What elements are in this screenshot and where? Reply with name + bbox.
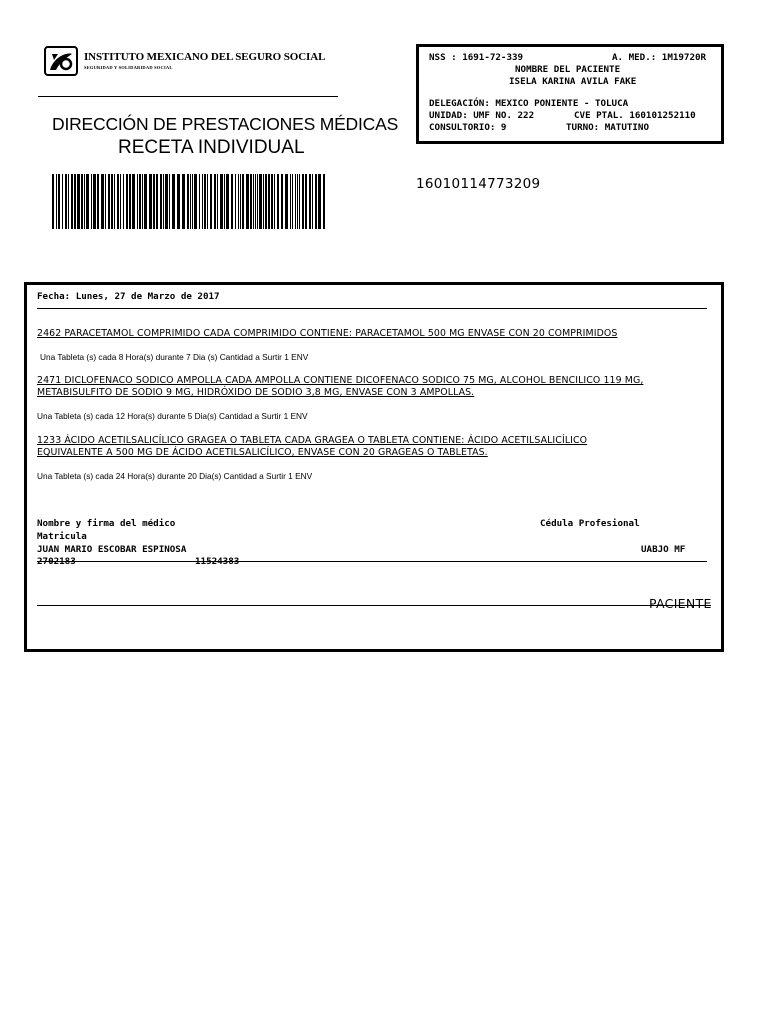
barcode-bar (192, 174, 193, 229)
barcode (52, 174, 327, 229)
barcode-bar (68, 174, 69, 229)
medication-dosage: Una Tableta (s) cada 24 Hora(s) durante 20 Dia(s) Cantidad a Surtir 1 ENV (37, 471, 313, 481)
barcode-bar (169, 174, 170, 229)
barcode-bar (217, 174, 218, 229)
barcode-bar (190, 174, 191, 229)
barcode-bar (165, 174, 168, 229)
barcode-bar (182, 174, 185, 229)
barcode-bar (137, 174, 138, 229)
institute-name: INSTITUTO MEXICANO DEL SEGURO SOCIAL (84, 51, 326, 63)
barcode-bar (84, 174, 85, 229)
barcode-bar (153, 174, 155, 229)
barcode-bar (285, 174, 288, 229)
barcode-bar (144, 174, 147, 229)
cedula-label: Cédula Profesional (540, 518, 640, 529)
patient-info-box (416, 44, 724, 144)
barcode-bar (129, 174, 131, 229)
barcode-bar (139, 174, 141, 229)
doctor-signature-label: Nombre y firma del médico (37, 518, 176, 529)
imss-logo (44, 46, 326, 76)
turno-field: TURNO: MATUTINO (566, 122, 649, 133)
barcode-bar (295, 174, 296, 229)
barcode-bar (235, 174, 236, 229)
barcode-number: 16010114773209 (416, 176, 541, 192)
prescription-box (24, 282, 724, 652)
prescription-date: Fecha: Lunes, 27 de Marzo de 2017 (37, 291, 220, 302)
unidad-field: UNIDAD: UMF NO. 222 (429, 110, 535, 121)
barcode-bar (315, 174, 317, 229)
barcode-bar (246, 174, 249, 229)
medication-description-cont: EQUIVALENTE A 500 MG DE ÁCIDO ACETILSALICÍLICO, ENVASE CON 20 GRAGEAS O TABLETAS. (37, 447, 488, 458)
barcode-bar (253, 174, 254, 229)
barcode-bar (160, 174, 162, 229)
barcode-bar (250, 174, 252, 229)
barcode-bar (265, 174, 267, 229)
barcode-bar (318, 174, 321, 229)
barcode-bar (281, 174, 283, 229)
barcode-bar (91, 174, 92, 229)
patient-name-label: NOMBRE DEL PACIENTE (515, 64, 621, 75)
barcode-bar (309, 174, 311, 229)
barcode-bar (163, 174, 164, 229)
consultorio-field: CONSULTORIO: 9 (429, 122, 507, 133)
barcode-bar (74, 174, 76, 229)
barcode-bar (277, 174, 279, 229)
delegacion-field: DELEGACIÓN: MEXICO PONIENTE - TOLUCA (429, 98, 629, 109)
patient-name: ISELA KARINA AVILA FAKE (509, 76, 637, 87)
patient-signature-line (37, 605, 711, 606)
cve-ptal-field: CVE PTAL. 160101252110 (574, 110, 696, 121)
barcode-bar (323, 174, 325, 229)
barcode-bar (56, 174, 57, 229)
barcode-bar (259, 174, 262, 229)
medication-description: 1233 ÁCIDO ACETILSALICÍLICO GRAGEA O TABLETA CADA GRAGEA O TABLETA CONTIENE: ÁCIDO ACETILSALICÍLICO (37, 435, 588, 446)
barcode-bar (290, 174, 291, 229)
barcode-bar (238, 174, 239, 229)
date-divider (37, 308, 707, 309)
cedula-value: 11524383 (195, 556, 240, 567)
barcode-bar (101, 174, 104, 229)
barcode-bar (214, 174, 216, 229)
barcode-bar (114, 174, 115, 229)
barcode-bar (120, 174, 121, 229)
barcode-bar (268, 174, 270, 229)
barcode-bar (207, 174, 208, 229)
barcode-bar (93, 174, 96, 229)
barcode-bar (312, 174, 313, 229)
barcode-bar (71, 174, 73, 229)
barcode-bar (108, 174, 110, 229)
medication-description-cont: METABISULFITO DE SODIO 9 MG, HIDRÓXIDO DE SODIO 3,8 MG, ENVASE CON 3 AMPOLLAS. (37, 387, 475, 398)
doctor-code: UABJO MF (641, 544, 686, 555)
barcode-bar (126, 174, 128, 229)
barcode-bar (194, 174, 197, 229)
barcode-bar (255, 174, 256, 229)
barcode-bar (62, 174, 63, 229)
document-title: RECETA INDIVIDUAL (118, 137, 305, 158)
department-title: DIRECCIÓN DE PRESTACIONES MÉDICAS (52, 114, 399, 134)
nss-field: NSS : 1691-72-339 (429, 52, 524, 63)
institute-motto: SEGURIDAD Y SOLIDARIDAD SOCIAL (84, 65, 173, 70)
barcode-bar (77, 174, 80, 229)
barcode-bar (97, 174, 99, 229)
doctor-name: JUAN MARIO ESCOBAR ESPINOSA (37, 544, 187, 555)
barcode-bar (220, 174, 223, 229)
barcode-bar (177, 174, 180, 229)
barcode-bar (210, 174, 212, 229)
barcode-bar (187, 174, 189, 229)
medication-description: 2471 DICLOFENACO SODICO AMPOLLA CADA AMPOLLA CONTIENE DICOFENACO SODICO 75 MG, ALCOHOL BENCILICO 119 MG, (37, 375, 644, 386)
signature-divider (37, 561, 707, 562)
barcode-bar (204, 174, 206, 229)
medication-description: 2462 PARACETAMOL COMPRIMIDO CADA COMPRIMIDO CONTIENE: PARACETAMOL 500 MG ENVASE CON 20 COMPRIMIDOS (37, 328, 618, 339)
barcode-bar (117, 174, 119, 229)
header-divider (38, 96, 338, 97)
barcode-bar (305, 174, 307, 229)
a-med-field: A. MED.: 1M19720R (612, 52, 707, 63)
barcode-bar (226, 174, 229, 229)
barcode-bar (302, 174, 304, 229)
barcode-bar (111, 174, 113, 229)
patient-signature-label: PACIENTE (649, 596, 712, 611)
barcode-bar (65, 174, 67, 229)
barcode-bar (299, 174, 300, 229)
barcode-bar (297, 174, 298, 229)
barcode-bar (142, 174, 143, 229)
barcode-bar (58, 174, 60, 229)
barcode-bar (271, 174, 273, 229)
matricula-value: 2702183 (37, 556, 76, 567)
medication-dosage: Una Tableta (s) cada 8 Hora(s) durante 7 Dia (s) Cantidad a Surtir 1 ENV (40, 352, 309, 362)
barcode-bar (199, 174, 200, 229)
barcode-bar (156, 174, 158, 229)
barcode-bar (105, 174, 106, 229)
barcode-bar (81, 174, 83, 229)
barcode-bar (149, 174, 152, 229)
matricula-label: Matricula (37, 531, 87, 542)
barcode-bar (202, 174, 203, 229)
barcode-bar (263, 174, 264, 229)
barcode-bar (292, 174, 293, 229)
barcode-bar (52, 174, 54, 229)
barcode-bar (86, 174, 89, 229)
barcode-bar (240, 174, 241, 229)
barcode-bar (172, 174, 175, 229)
imss-emblem-icon (44, 46, 78, 76)
barcode-bar (231, 174, 233, 229)
medication-dosage: Una Tableta (s) cada 12 Hora(s) durante 5 Dia(s) Cantidad a Surtir 1 ENV (37, 411, 308, 421)
barcode-bar (242, 174, 244, 229)
barcode-bar (274, 174, 275, 229)
barcode-bar (224, 174, 225, 229)
barcode-bar (257, 174, 258, 229)
barcode-bar (132, 174, 135, 229)
barcode-bar (123, 174, 124, 229)
